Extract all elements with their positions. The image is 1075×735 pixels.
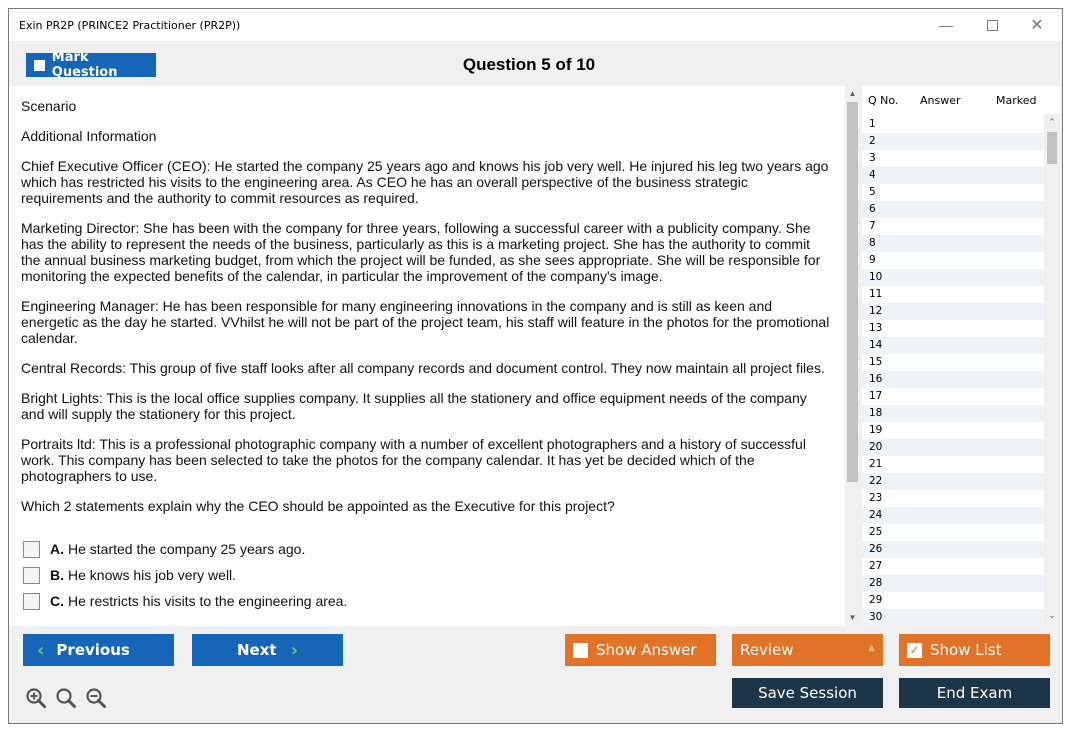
list-scroll-thumb[interactable] — [1047, 132, 1057, 164]
question-list-row[interactable]: 19 — [869, 424, 883, 436]
show-list-button[interactable] — [899, 634, 1050, 666]
portraits-paragraph: Portraits ltd: This is a professional photographic company with a number of excellent photographers and a history of successful work. This company has been selected to take the photos for the company calendar. It has yet be decided which of the photographers to use. — [21, 436, 806, 484]
question-list-row[interactable]: 2 — [862, 133, 1044, 150]
chevron-right-icon: › — [290, 639, 298, 661]
question-list-row[interactable]: 14 — [862, 337, 1044, 354]
show-list-checkbox[interactable]: ✓ — [907, 643, 922, 658]
list-scroll-up-icon[interactable]: ⌃ — [1048, 117, 1056, 127]
zoom-reset-icon[interactable] — [55, 687, 77, 709]
question-list-row[interactable]: 11 — [869, 288, 883, 300]
show-answer-button[interactable] — [565, 634, 716, 666]
question-list-row[interactable]: 30 — [862, 609, 1044, 626]
list-scroll-down-icon[interactable]: ⌄ — [1048, 610, 1056, 620]
question-list-row[interactable]: 8 — [862, 235, 1044, 252]
review-dropdown[interactable] — [732, 634, 883, 666]
marketing-director-paragraph: Marketing Director: She has been with the company for three years, following a successful career with a publicity company. She has the ability to represent the needs of the business, particularly as this is a marketing project. She has the authority to commit the annual business marketing budget, from which the project will be funded, as she sees appropriate. She will be responsible for monitoring the expected benefits of the calendar, in particular the improvement of the company's image. — [21, 220, 821, 284]
bright-lights-paragraph: Bright Lights: This is the local office supplies company. It supplies all the stationery and office equipment needs of the company and will supply the stationery for this project. — [21, 390, 807, 422]
show-list-label: Show List — [930, 641, 1002, 659]
question-list-row[interactable]: 13 — [869, 322, 883, 334]
show-answer-label: Show Answer — [596, 641, 697, 659]
question-list-row[interactable]: 16 — [862, 371, 1044, 388]
question-list-scrollbar[interactable] — [1044, 114, 1060, 626]
question-list-row[interactable]: 6 — [862, 201, 1044, 218]
zoom-out-icon[interactable] — [85, 687, 107, 709]
question-list-row[interactable]: 7 — [869, 220, 876, 232]
question-prompt: Which 2 statements explain why the CEO should be appointed as the Executive for this project? — [21, 498, 615, 514]
review-label: Review — [740, 641, 794, 659]
option-a-text: He started the company 25 years ago. — [68, 541, 306, 557]
additional-info-heading: Additional Information — [21, 128, 157, 144]
save-session-button[interactable] — [732, 678, 883, 708]
ceo-paragraph: Chief Executive Officer (CEO): He started the company 25 years ago and knows his job very well. He injured his leg two years ago which has restricted his visits to the engineering area. As CEO he has an overall perspective of the business strategic requirements and the authority to commit resources as required. — [21, 158, 829, 206]
question-list-row[interactable]: 17 — [869, 390, 883, 402]
minimize-button[interactable] — [931, 13, 961, 37]
question-list-row[interactable]: 3 — [869, 152, 876, 164]
close-button[interactable] — [1022, 13, 1052, 37]
question-list-row[interactable]: 18 — [862, 405, 1044, 422]
answer-option-b[interactable] — [21, 562, 831, 588]
question-list-row[interactable]: 25 — [869, 526, 883, 538]
mark-question-label: Mark Question — [51, 50, 118, 80]
maximize-button[interactable] — [977, 13, 1007, 37]
answer-option-c[interactable] — [21, 588, 831, 614]
question-list-row[interactable]: 27 — [869, 560, 883, 572]
app-window — [8, 8, 1063, 724]
end-exam-button[interactable] — [899, 678, 1050, 708]
question-list-rows — [862, 116, 1044, 626]
title-bar — [9, 9, 1062, 41]
question-list-row[interactable]: 4 — [862, 167, 1044, 184]
close-icon: ✕ — [1030, 17, 1044, 34]
show-answer-checkbox[interactable] — [573, 643, 588, 658]
minimize-icon: — — [939, 17, 953, 33]
maximize-icon — [987, 20, 998, 31]
question-list-row[interactable]: 20 — [862, 439, 1044, 456]
question-list-row[interactable]: 21 — [869, 458, 883, 470]
option-a-letter: A. — [50, 541, 64, 557]
question-list-row[interactable]: 23 — [869, 492, 883, 504]
scroll-down-icon[interactable]: ▼ — [848, 613, 857, 622]
chevron-up-icon: ▲ — [868, 643, 875, 653]
question-text-area — [21, 98, 831, 614]
option-c-letter: C. — [50, 593, 64, 609]
question-list-row[interactable]: 10 — [862, 269, 1044, 286]
question-list-panel — [862, 86, 1060, 626]
window-title: Exin PR2P (PRINCE2 Practitioner (PR2P)) — [19, 19, 241, 32]
question-list-row[interactable]: 1 — [869, 118, 876, 130]
question-list-row[interactable]: 29 — [869, 594, 883, 606]
question-list-row[interactable]: 9 — [869, 254, 876, 266]
qno-column-header[interactable]: Q No. — [868, 94, 899, 107]
central-records-paragraph: Central Records: This group of five staff looks after all company records and document control. They now maintain all project files. — [21, 360, 825, 376]
zoom-in-icon[interactable] — [25, 687, 47, 709]
previous-button[interactable] — [23, 634, 174, 666]
next-button[interactable] — [192, 634, 343, 666]
question-list-row[interactable]: 24 — [862, 507, 1044, 524]
option-b-checkbox[interactable] — [23, 567, 40, 584]
question-list-header — [862, 86, 1060, 114]
save-session-label: Save Session — [758, 684, 857, 702]
option-c-checkbox[interactable] — [23, 593, 40, 610]
answer-option-a[interactable] — [21, 536, 831, 562]
question-header — [9, 41, 1062, 85]
scenario-heading: Scenario — [21, 98, 77, 114]
question-list-row[interactable]: 26 — [862, 541, 1044, 558]
content-scrollbar[interactable] — [845, 86, 860, 626]
content-scroll-thumb[interactable] — [847, 102, 858, 482]
marked-column-header[interactable]: Marked — [996, 94, 1037, 107]
answer-column-header[interactable]: Answer — [920, 94, 961, 107]
question-list-row[interactable]: 15 — [869, 356, 883, 368]
question-title: Question 5 of 10 — [462, 55, 596, 74]
option-b-text: He knows his job very well. — [68, 567, 237, 583]
engineering-manager-paragraph: Engineering Manager: He has been responsible for many engineering innovations in the company and is still as keen and energetic as the day he started. VVhilst he will not be part of the project team, his staff will feature in the photos for the promotional calendar. — [21, 298, 830, 346]
question-list-row[interactable]: 12 — [862, 303, 1044, 320]
question-list-row[interactable]: 22 — [862, 473, 1044, 490]
option-a-checkbox[interactable] — [23, 541, 40, 558]
next-label: Next — [237, 641, 277, 659]
question-content[interactable] — [9, 86, 845, 626]
option-b-letter: B. — [50, 567, 64, 583]
question-list-row[interactable]: 28 — [862, 575, 1044, 592]
scroll-up-icon[interactable]: ▲ — [848, 89, 857, 98]
option-c-text: He restricts his visits to the engineering area. — [68, 593, 348, 609]
chevron-left-icon: ‹ — [37, 639, 45, 661]
question-list-row[interactable]: 5 — [869, 186, 876, 198]
end-exam-label: End Exam — [936, 684, 1013, 702]
previous-label: Previous — [56, 641, 130, 659]
